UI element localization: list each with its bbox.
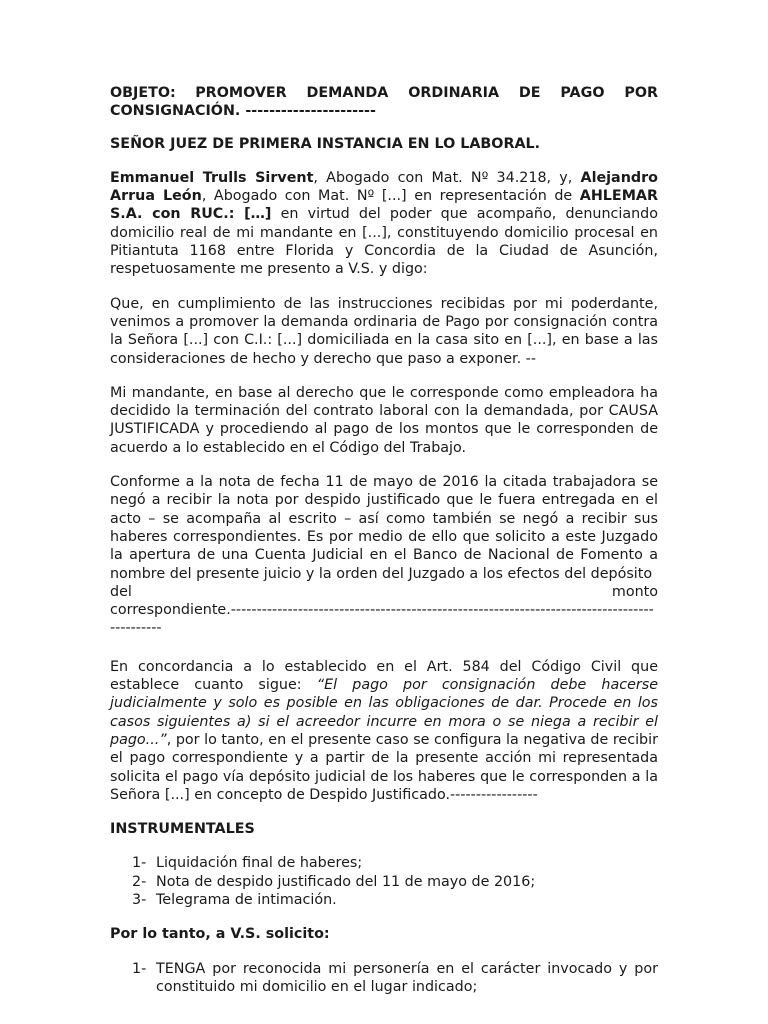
intro-text-3: en virtud del poder que acompaño, denunciando domicilio real de mi mandante en [...], constituyendo domicilio procesal en Pitiantuta 1168 entre Florida y Concordia de la Ciudad de Asunción, respetuosamente me presento a V.S. y digo: <box>110 206 658 278</box>
paragraph-conforme <box>110 473 658 638</box>
conforme-main: Conforme a la nota de fecha 11 de mayo de 2016 la citada trabajadora se negó a recibir la nota por despido justificado que le fuera entregada en el acto – se acompaña al escrito – así como también se negó a recibir sus haberes correspondientes. Es por medio de ello que solicito a este Juzgado la apertura de una Cuenta Judicial en el Banco de Nacional de Fomento a nombre del presente juicio y la orden del Juzgado a los efectos del depósito <box>110 474 658 582</box>
list-item-text: Liquidación final de haberes; <box>156 855 363 872</box>
list-item-text: Nota de despido justificado del 11 de mayo de 2016; <box>156 873 536 890</box>
company-name: AHLEMAR S.A. con RUC.: […] <box>110 188 658 223</box>
paragraph-que: Que, en cumplimiento de las instrucciones recibidas por mi poderdante, venimos a promover la demanda ordinaria de Pago por consignación contra la Señora [...] con C.I.: [...] domiciliada en la casa sito en [...], en base a las consideraciones de hecho y derecho que paso a exponer. -- <box>110 295 658 367</box>
list-item-text: TENGA por reconocida mi personería en el carácter invocado y por constituido mi domicilio en el lugar indicado; <box>156 960 658 995</box>
concordancia-text-1: En concordancia a lo establecido en el Art. 584 del Código Civil que establece cuanto sigue: <box>110 658 658 694</box>
intro-paragraph <box>110 169 658 279</box>
list-item <box>132 960 658 997</box>
list-item <box>132 854 658 872</box>
solicito-list <box>110 960 658 997</box>
conforme-word-b: monto <box>611 583 658 600</box>
list-item-number: 1- <box>132 855 147 872</box>
intro-text-1: , Abogado con Mat. Nº 34.218, y, <box>313 169 581 186</box>
object-label: OBJETO: <box>110 85 176 101</box>
object-text: PROMOVER DEMANDA ORDINARIA DE PAGO POR CONSIGNACIÓN. ---------------------- <box>110 85 658 120</box>
lawyer-name-2: Alejandro Arrua León <box>110 169 658 205</box>
civil-code-quote: “El pago por consignación debe hacerse judicialmente y solo es posible en las obligaciones de dar. Procede en los casos siguientes a) si el acreedor incurre en mora o se niega a recibir el pago...” <box>110 677 659 748</box>
list-item <box>132 873 658 891</box>
paragraph-mandante: Mi mandante, en base al derecho que le corresponde como empleadora ha decidido la terminación del contrato laboral con la demandada, por CAUSA JUSTIFICADA y procediendo al pago de los montos que le corresponden de acuerdo a lo establecido en el Código del Trabajo. <box>110 384 658 456</box>
list-item <box>132 891 658 909</box>
list-item-number: 1- <box>132 960 147 977</box>
solicito-heading: Por lo tanto, a V.S. solicito: <box>110 926 330 943</box>
instrumentales-heading: INSTRUMENTALES <box>110 821 255 838</box>
paragraph-concordancia <box>110 658 658 804</box>
lawyer-name-1: Emmanuel Trulls Sirvent <box>110 169 314 186</box>
conforme-tail: correspondiente.-------------------------------------------------------------------------------------------- <box>110 602 654 637</box>
concordancia-text-2: , por lo tanto, en el presente caso se configura la negativa de recibir el pago correspondiente y a partir de la presente acción mi representada solicita el pago vía depósito judicial de los haberes que le corresponden a la Señora [...] en concepto de Despido Justificado.----------------- <box>110 731 658 803</box>
object-line <box>110 84 658 121</box>
conforme-word-a: del <box>110 583 132 600</box>
list-item-text: Telegrama de intimación. <box>156 891 337 908</box>
list-item-number: 3- <box>132 891 147 908</box>
instrumentales-list <box>110 854 658 909</box>
list-item-number: 2- <box>132 873 147 890</box>
intro-text-2: , Abogado con Mat. Nº [...] en representación de <box>201 188 580 205</box>
addressee: SEÑOR JUEZ DE PRIMERA INSTANCIA EN LO LABORAL. <box>110 135 541 152</box>
conforme-justified-line <box>110 583 658 601</box>
